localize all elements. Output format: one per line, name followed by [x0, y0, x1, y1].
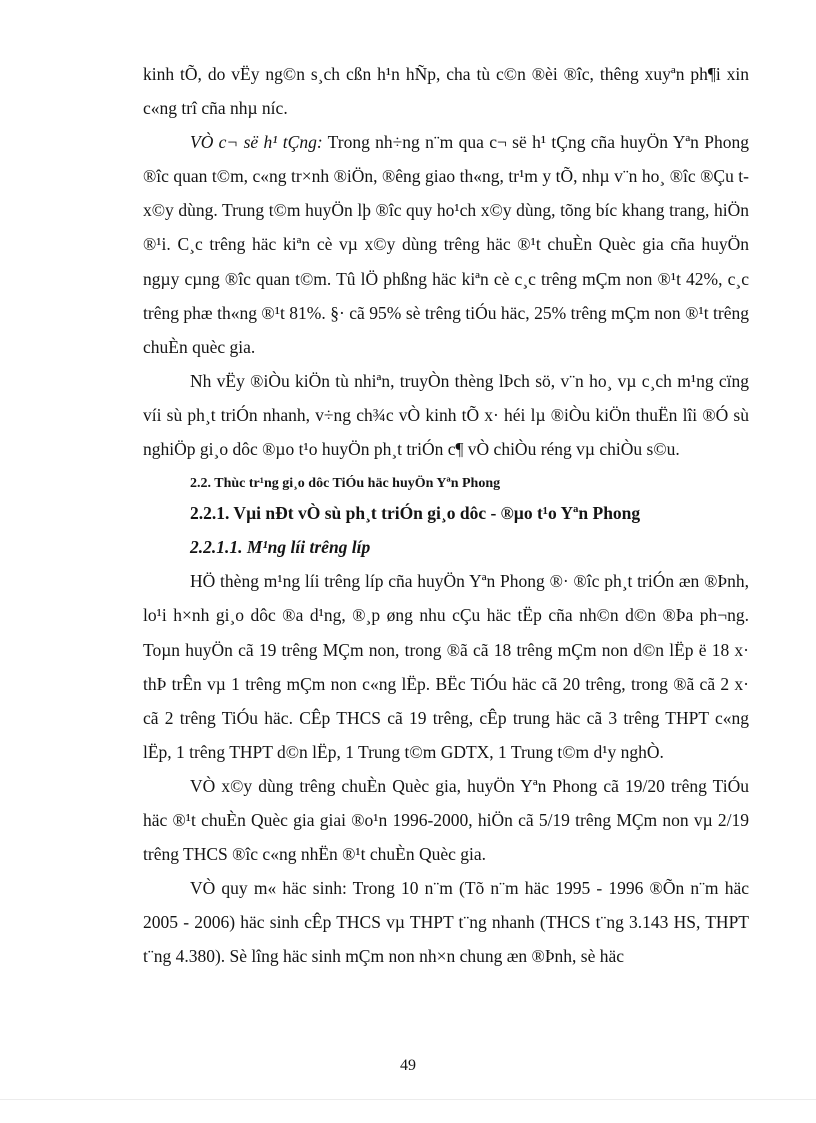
footer-divider — [0, 1099, 816, 1100]
infrastructure-body: Trong nh÷ng n¨m qua c¬ së h¹ tÇng cña huyÖn Yªn Phong ®îc quan t©m, c«ng tr×nh ®iÖn, ®êng giao th«ng, tr¹m y tÕ, nhµ v¨n ho¸ ®îc ®Çu t x©y dùng. Trung t©m huyÖn lþ ®îc quy ho¹ch x©y dùng, tõng bíc khang trang, hiÖn ®¹i. C¸c trêng häc kiªn cè vµ x©y dùng trêng häc ®¹t chuÈn Quèc gia cña huyÖn ngµy cµng ®îc quan t©m. Tû lÖ phßng häc kiªn cè c¸c trêng mÇm non ®¹t 42%, c¸c trêng phæ th«ng ®¹t 81%. §· cã 95% sè trêng tiÓu häc, 25% trêng mÇm non ®¹t trêng chuÈn quèc gia. — [143, 132, 749, 357]
infrastructure-lead: VÒ c¬ së h¹ tÇng: — [190, 132, 323, 153]
heading-section-2-2: 2.2. Thùc tr¹ng gi¸o dôc TiÓu häc huyÖn Yªn Phong — [190, 476, 501, 492]
page-number: 49 — [400, 1057, 416, 1074]
heading-section-2-2-1-1: 2.2.1.1. M¹ng líi trêng líp — [190, 537, 371, 558]
paragraph-school-network: HÖ thèng m¹ng líi trêng líp cña huyÖn Yªn Phong ®· ®îc ph¸t triÓn æn ®Þnh, lo¹i h×nh gi¸o dôc ®a d¹ng, ®¸p øng nhu cÇu häc tËp cña nh©n d©n ®Þa ph¬ng. Toµn huyÖn cã 19 trêng MÇm non, trong ®ã cã 18 trêng mÇm non d©n lËp ë 18 x· thÞ trÊn vµ 1 trêng mÇm non c«ng lËp. BËc TiÓu häc cã 20 trêng, trong ®ã cã 2 x· cã 2 trêng TiÓu häc. CÊp THCS cã 19 trêng, cÊp trung häc cã 3 trêng THPT c«ng lËp, 1 trêng THPT d©n lËp, 1 Trung t©m GDTX, 1 Trung t©m d¹y nghÒ. — [143, 571, 749, 762]
document-body — [143, 57, 749, 973]
paragraph-infrastructure — [143, 125, 749, 364]
paragraph-conditions: Nh vËy ®iÒu kiÖn tù nhiªn, truyÒn thèng lÞch sö, v¨n ho¸ vµ c¸ch m¹ng cïng víi sù ph¸t triÓn nhanh, v÷ng ch¾c vÒ kinh tÕ x· héi lµ ®iÒu kiÖn thuËn lîi ®Ó sù nghiÖp gi¸o dôc ®µo t¹o huyÖn ph¸t triÓn c¶ vÒ chiÒu réng vµ chiÒu s©u. — [143, 370, 749, 460]
paragraph-economy: kinh tÕ, do vËy ng©n s¸ch cßn h¹n hÑp, cha tù c©n ®èi ®îc, thêng xuyªn ph¶i xin c«ng trî cña nhµ níc. — [143, 64, 749, 119]
paragraph-national-standard: VÒ x©y dùng trêng chuÈn Quèc gia, huyÖn Yªn Phong cã 19/20 trêng TiÓu häc ®¹t chuÈn Quèc gia giai ®o¹n 1996-2000, hiÖn cã 5/19 trêng MÇm non vµ 2/19 trêng THCS ®îc c«ng nhËn ®¹t chuÈn Quèc gia. — [143, 775, 749, 865]
heading-section-2-2-1: 2.2.1. Vµi nÐt vÒ sù ph¸t triÓn gi¸o dôc - ®µo t¹o Yªn Phong — [190, 503, 641, 524]
paragraph-student-scale: VÒ quy m« häc sinh: Trong 10 n¨m (Tõ n¨m häc 1995 - 1996 ®Õn n¨m häc 2005 - 2006) häc sinh cÊp THCS vµ THPT t¨ng nhanh (THCS t¨ng 3.143 HS, THPT t¨ng 4.380). Sè lîng häc sinh mÇm non nh×n chung æn ®Þnh, sè häc — [143, 878, 749, 967]
